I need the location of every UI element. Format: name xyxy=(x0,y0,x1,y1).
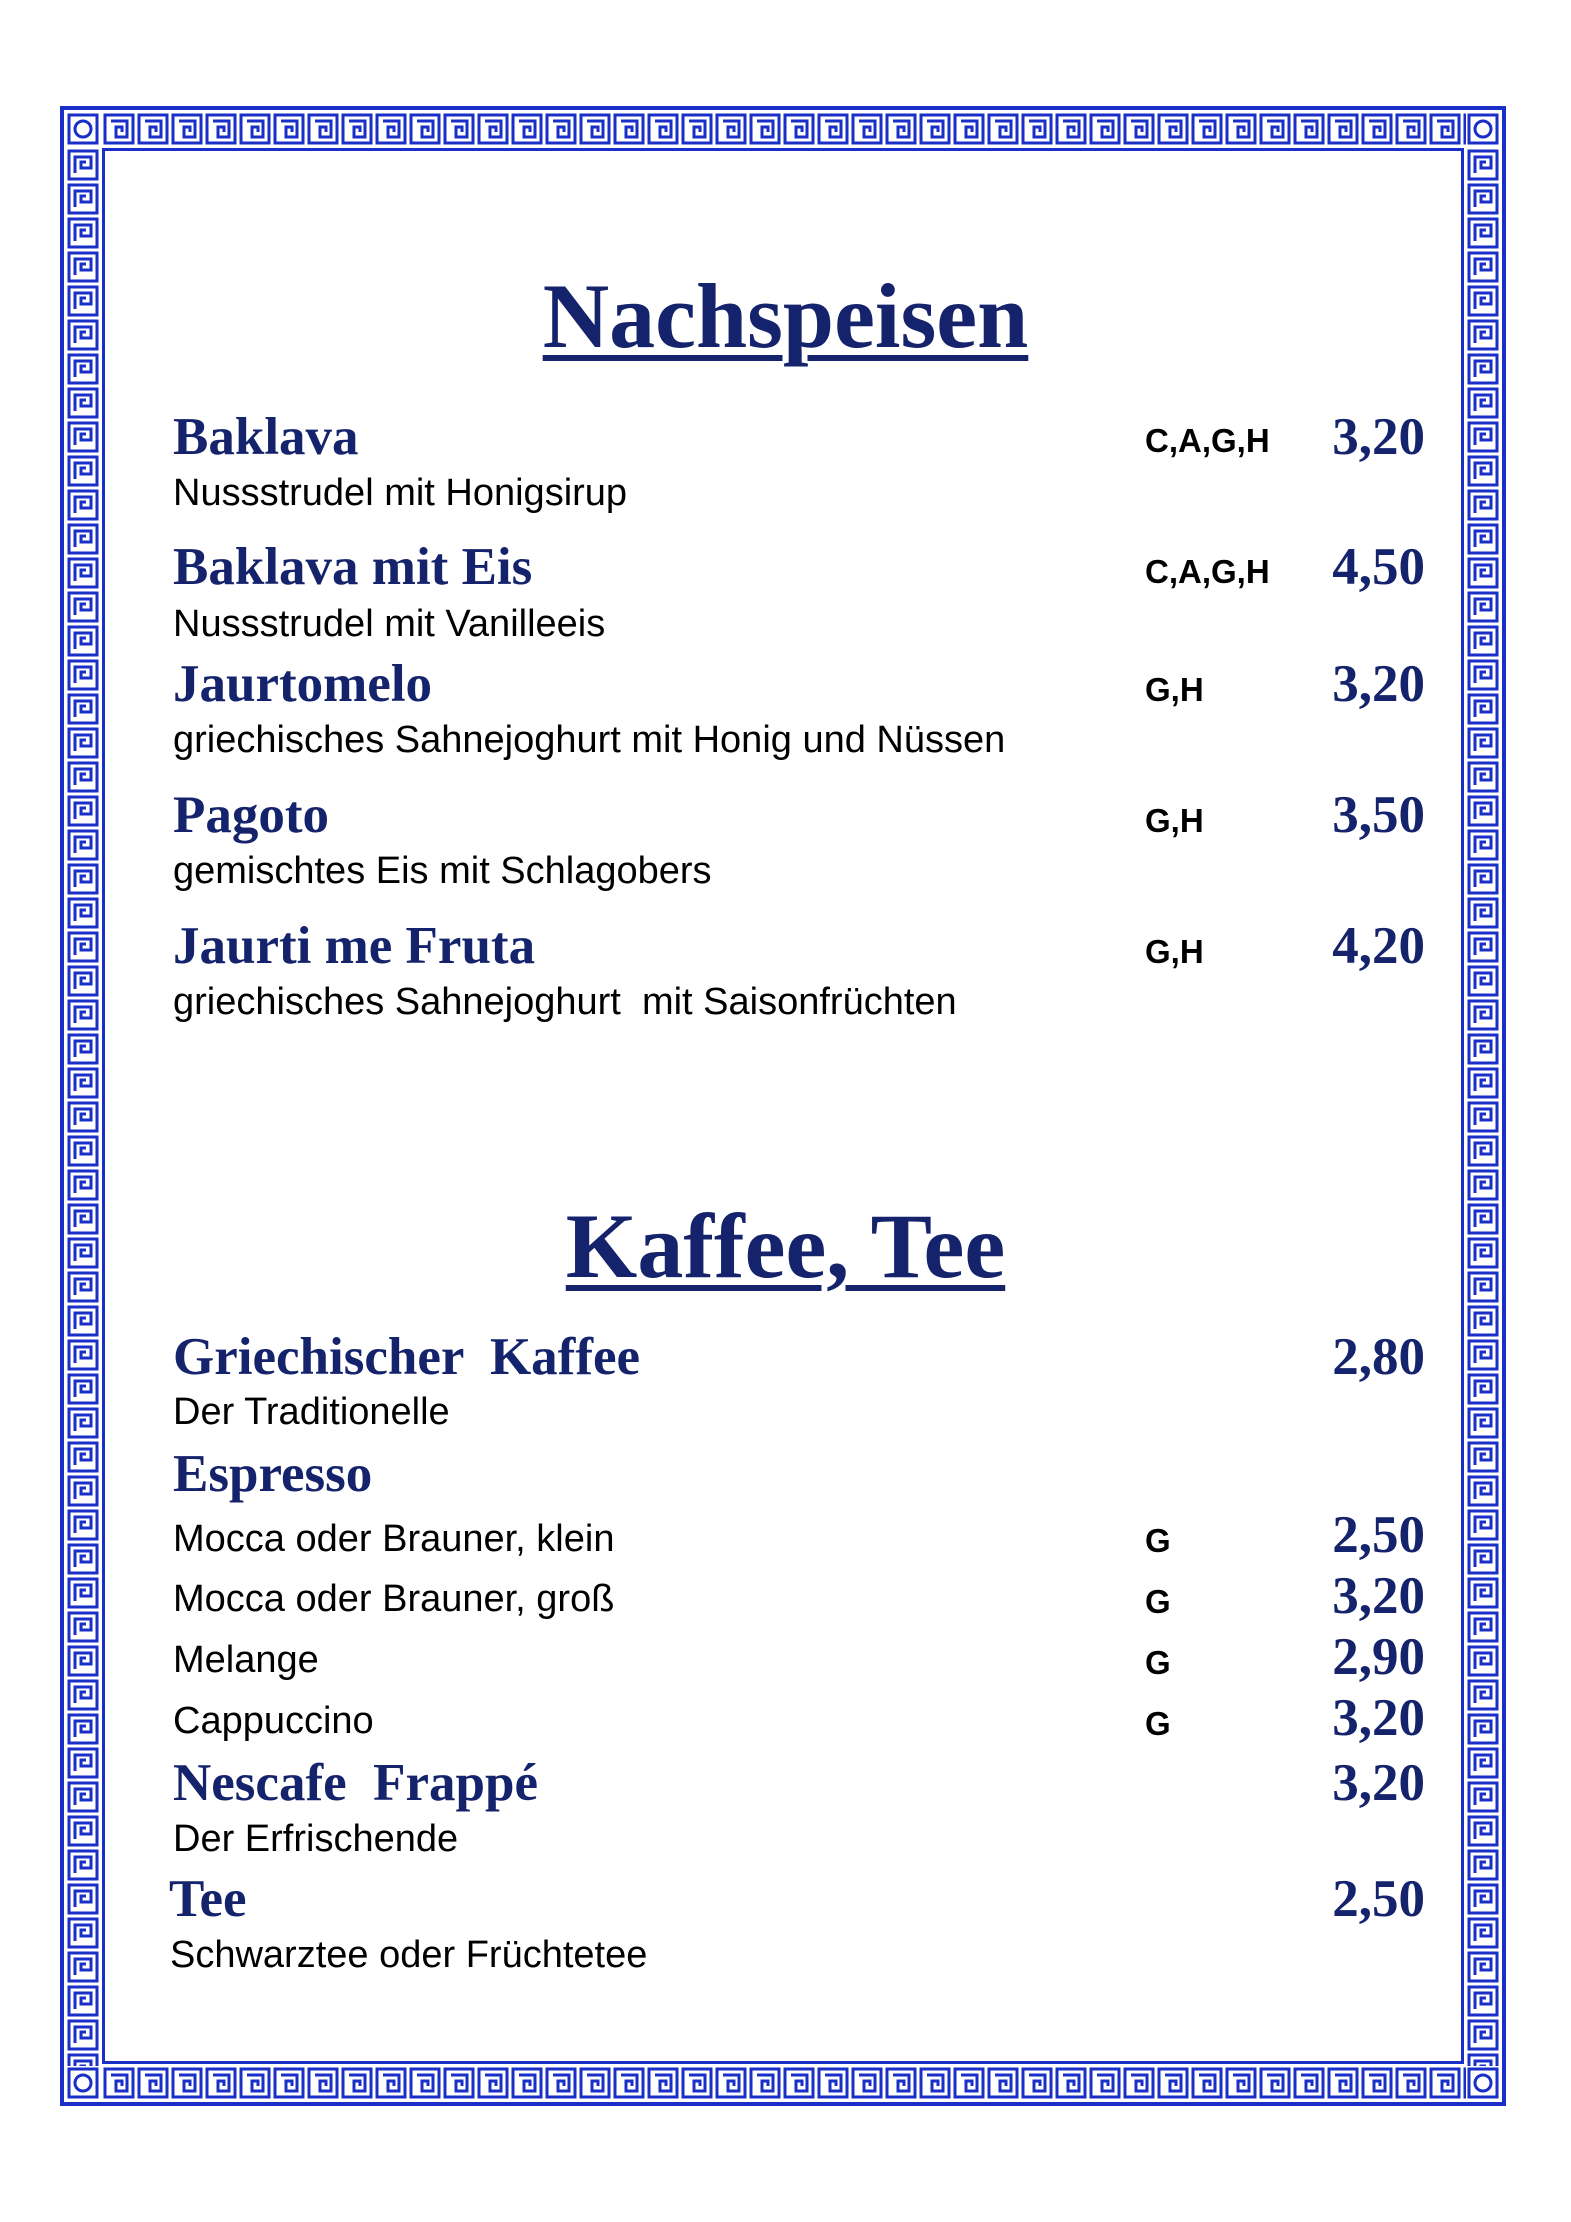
item-name: Jaurti me Fruta xyxy=(173,917,536,975)
item-name: Baklava mit Eis xyxy=(173,538,533,596)
item-price: 3,20 xyxy=(1332,1689,1425,1747)
item-description: Mocca oder Brauner, klein xyxy=(173,1518,615,1560)
item-allergens: G xyxy=(1145,1583,1171,1620)
section-title-nachspeisen xyxy=(0,265,1571,367)
item-name: Nescafe Frappé xyxy=(173,1754,538,1812)
item-description: Cappuccino xyxy=(173,1700,374,1742)
item-price: 4,50 xyxy=(1332,538,1425,596)
item-allergens: G,H xyxy=(1145,933,1204,970)
item-allergens: G xyxy=(1145,1644,1171,1681)
item-name: Jaurtomelo xyxy=(173,655,433,713)
item-price: 3,20 xyxy=(1332,1567,1425,1625)
section-title-text: Nachspeisen xyxy=(542,265,1029,367)
item-allergens: G xyxy=(1145,1522,1171,1559)
item-allergens: G,H xyxy=(1145,671,1204,708)
item-price: 4,20 xyxy=(1332,917,1425,975)
item-name: Pagoto xyxy=(173,786,330,844)
item-description: Der Traditionelle xyxy=(173,1391,450,1433)
item-description: Schwarztee oder Früchtetee xyxy=(170,1934,648,1976)
item-price: 3,20 xyxy=(1332,655,1425,713)
item-allergens: G xyxy=(1145,1705,1171,1742)
item-price: 2,90 xyxy=(1332,1628,1425,1686)
item-name: Espresso xyxy=(173,1445,373,1503)
section-title-text: Kaffee, Tee xyxy=(565,1195,1006,1297)
item-description: Nussstrudel mit Vanilleeis xyxy=(173,603,606,645)
item-price: 2,50 xyxy=(1332,1870,1425,1928)
item-description: Nussstrudel mit Honigsirup xyxy=(173,472,628,514)
item-name: Baklava xyxy=(173,408,359,466)
item-description: griechisches Sahnejoghurt mit Honig und Nüssen xyxy=(173,719,1006,761)
item-name: Tee xyxy=(169,1870,247,1928)
item-allergens: C,A,G,H xyxy=(1145,553,1270,590)
item-allergens: G,H xyxy=(1145,802,1204,839)
item-allergens: C,A,G,H xyxy=(1145,422,1270,459)
item-name: Griechischer Kaffee xyxy=(173,1328,641,1386)
item-description: griechisches Sahnejoghurt mit Saisonfrüchten xyxy=(173,981,957,1023)
item-price: 3,20 xyxy=(1332,408,1425,466)
item-description: Der Erfrischende xyxy=(173,1818,459,1860)
item-price: 3,50 xyxy=(1332,786,1425,844)
item-price: 2,80 xyxy=(1332,1328,1425,1386)
item-description: gemischtes Eis mit Schlagobers xyxy=(173,850,712,892)
item-description: Mocca oder Brauner, groß xyxy=(173,1578,615,1620)
item-description: Melange xyxy=(173,1639,319,1681)
item-price: 3,20 xyxy=(1332,1754,1425,1812)
section-title-kaffee-tee xyxy=(0,1195,1571,1297)
item-price: 2,50 xyxy=(1332,1506,1425,1564)
